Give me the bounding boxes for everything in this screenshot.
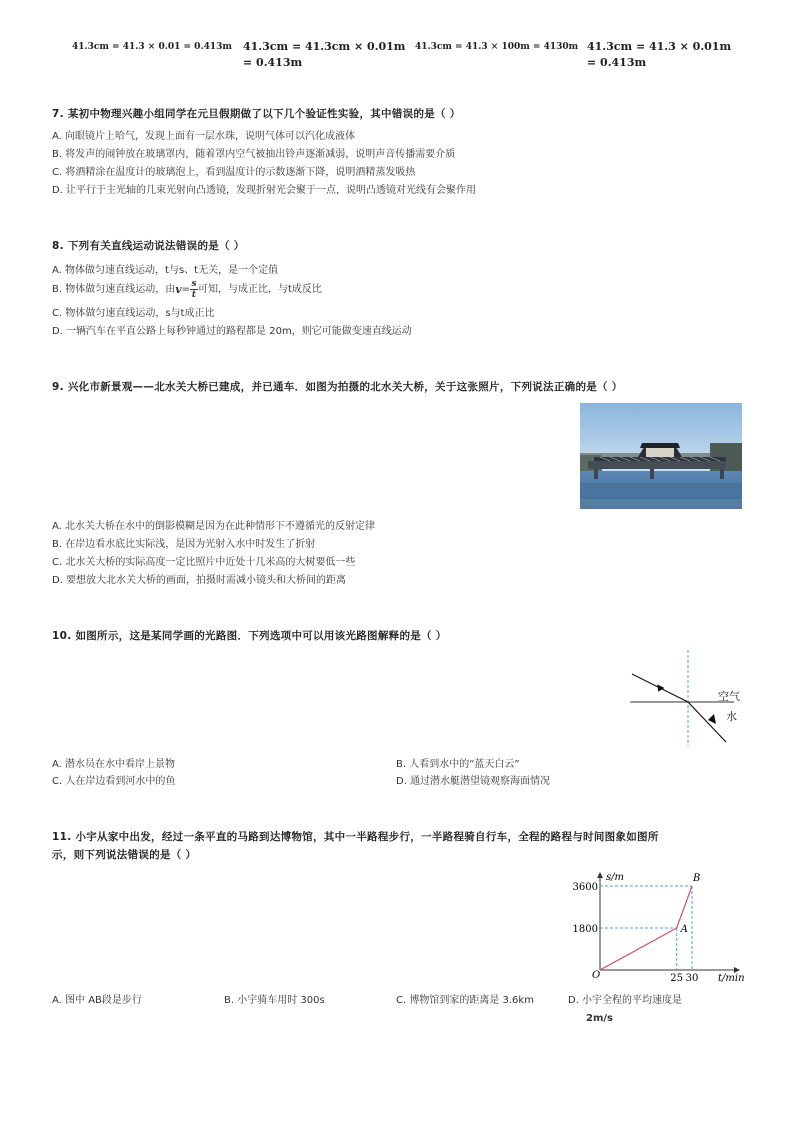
q8-option-b-prefix: B. 物体做匀速直线运动，由 (52, 283, 176, 295)
q10-option-d: D. 通过潜水艇潜望镜观察海面情况 (396, 776, 551, 787)
q11-option-d-line2: 2m/s (586, 1013, 613, 1024)
q10-option-a: A. 潜水员在水中看岸上景物 (52, 759, 176, 770)
q10-stem: 10. 如图所示，这是某同学画的光路图．下列选项中可以用该光路图解释的是（ ） (52, 630, 447, 642)
q8-option-b (52, 279, 322, 300)
q8-formula-eq: = (181, 283, 191, 295)
q11-stem-line2: 示，则下列说法错误的是（ ） (52, 849, 197, 861)
q8-formula-fraction (190, 279, 198, 300)
q8-formula-v: v (175, 282, 182, 296)
q10-option-b: B. 人看到水中的“蓝天白云” (396, 759, 520, 770)
q7-option-c: C. 将酒精涂在温度计的玻璃泡上，看到温度计的示数逐渐下降，说明酒精蒸发吸热 (52, 167, 416, 178)
q11-option-d-line1: D. 小宇全程的平均速度是 (568, 995, 683, 1006)
distance-time-chart (560, 866, 750, 986)
origin-label: O (592, 970, 601, 981)
q7-option-a: A. 向眼镜片上哈气，发现上面有一层水珠，说明气体可以汽化成液体 (52, 131, 356, 142)
q8-formula-denominator: t (191, 290, 197, 300)
q9-option-a: A. 北水关大桥在水中的倒影模糊是因为在此种情形下不遵循光的反射定律 (52, 521, 376, 532)
q9-stem: 9. 兴化市新景观——北水关大桥已建成，并已通车．如图为拍摄的北水关大桥，关于这张照片，下列说法正确的是（ ） (52, 381, 623, 393)
y-axis-label: s/m (606, 872, 624, 883)
y-tick-3600: 3600 (572, 882, 598, 893)
prev-option-c: 41.3cm = 41.3 × 100m = 4130m (415, 42, 579, 52)
q11-option-b: B. 小宇骑车用时 300s (224, 995, 325, 1006)
prev-option-d-line1: 41.3cm = 41.3 × 0.01m (587, 40, 732, 53)
y-axis-arrow-icon (597, 872, 603, 878)
bridge-photo-image (580, 403, 742, 509)
bridge-photo (580, 403, 742, 509)
y-tick-1800: 1800 (572, 924, 598, 935)
x-tick-25: 25 (670, 973, 684, 984)
point-b-label: B (693, 873, 701, 884)
q7-option-b: B. 将发声的闹钟放在玻璃罩内，随着罩内空气被抽出铃声逐渐减弱，说明声音传播需要介质 (52, 149, 456, 160)
refraction-diagram (630, 650, 745, 746)
ray-water (688, 702, 726, 742)
q8-option-d: D. 一辆汽车在平直公路上每秒钟通过的路程都是 20m，则它可能做变速直线运动 (52, 326, 412, 337)
arrow-water-icon (708, 714, 716, 724)
segment-AB (677, 886, 692, 928)
q8-formula-numerator: s (191, 279, 197, 289)
q7-stem: 7. 某初中物理兴趣小组同学在元旦假期做了以下几个验证性实验，其中错误的是（ ） (52, 108, 461, 120)
segment-OA (600, 928, 677, 970)
q9-option-b: B. 在岸边看水底比实际浅，是因为光射入水中时发生了折射 (52, 539, 316, 550)
label-air: 空气 (718, 690, 740, 703)
q11-option-c: C. 博物馆到家的距离是 3.6km (396, 995, 534, 1006)
q8-option-c: C. 物体做匀速直线运动，s与t成正比 (52, 308, 215, 319)
x-tick-30: 30 (685, 973, 699, 984)
x-axis-label: t/min (718, 973, 745, 984)
q8-option-b-suffix: 可知，与成正比，与t成反比 (198, 283, 322, 295)
prev-option-b-line2: = 0.413m (243, 56, 303, 69)
prev-option-b-line1: 41.3cm = 41.3cm × 0.01m (243, 40, 406, 53)
prev-option-d-line2: = 0.413m (587, 56, 647, 69)
prev-option-a: 41.3cm = 41.3 × 0.01 = 0.413m (72, 42, 232, 52)
q10-option-c: C. 人在岸边看到河水中的鱼 (52, 776, 176, 787)
q9-option-c: C. 北水关大桥的实际高度一定比照片中近处十几米高的大树要低一些 (52, 557, 356, 568)
q11-option-a: A. 图中 AB段是步行 (52, 995, 142, 1006)
label-water: 水 (726, 710, 737, 723)
point-a-label: A (680, 924, 688, 935)
q8-stem: 8. 下列有关直线运动说法错误的是（ ） (52, 240, 245, 252)
q8-option-a: A. 物体做匀速直线运动，t与s、t无关，是一个定值 (52, 265, 279, 276)
q11-stem-line1: 11. 小宇从家中出发，经过一条平直的马路到达博物馆，其中一半路程步行，一半路程骑自行车，全程的路程与时间图象如图所 (52, 831, 659, 843)
q9-option-d: D. 要想放大北水关大桥的画面，拍摄时需减小镜头和大桥间的距离 (52, 575, 347, 586)
q7-option-d: D. 让平行于主光轴的几束光射向凸透镜，发现折射光会聚于一点，说明凸透镜对光线有会聚作用 (52, 185, 477, 196)
